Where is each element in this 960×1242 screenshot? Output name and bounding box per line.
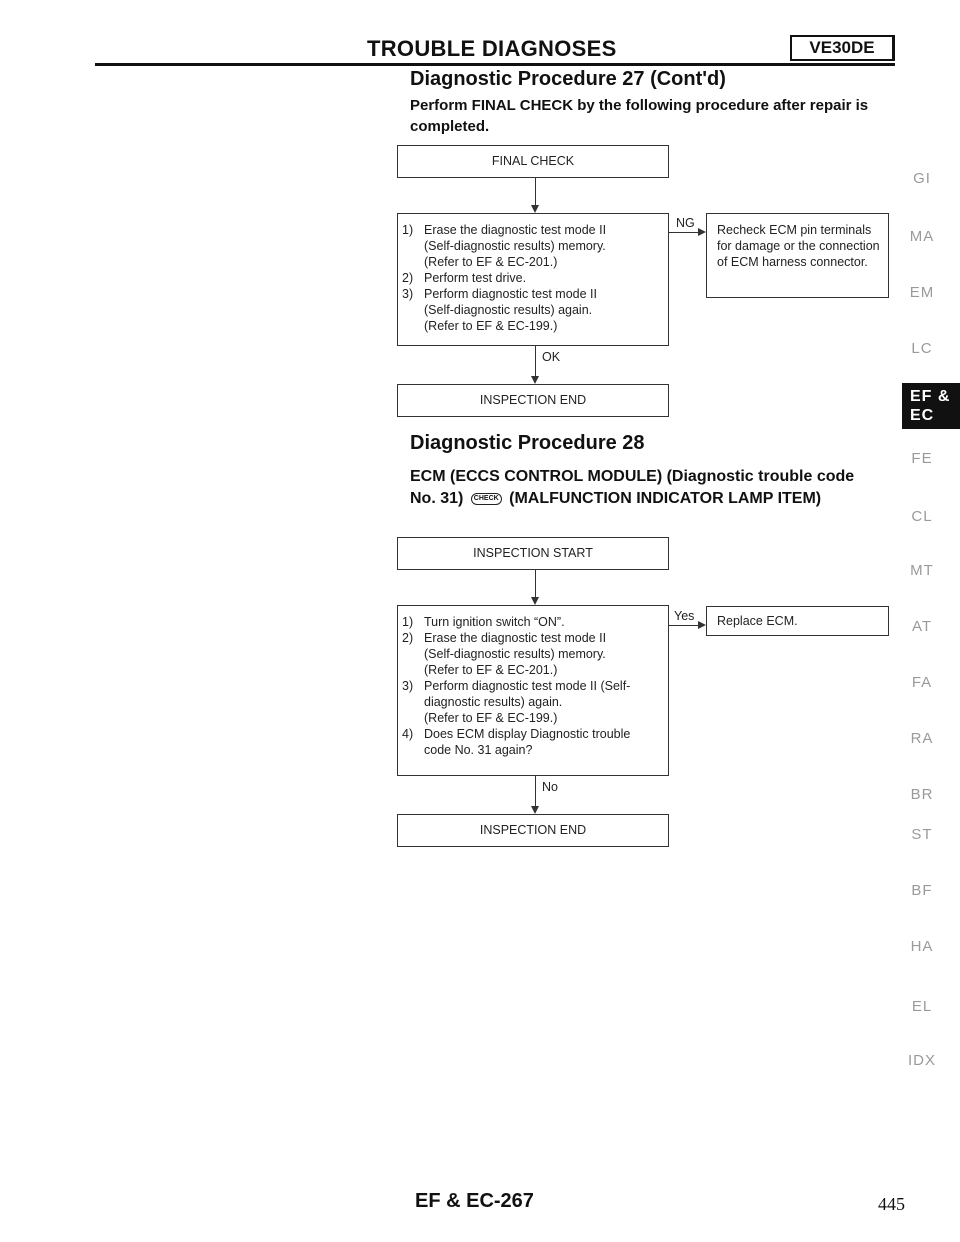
ng-connector xyxy=(669,232,699,233)
step-item xyxy=(402,222,662,270)
step-item xyxy=(402,726,662,758)
procedure-28-steps-box xyxy=(397,605,669,776)
step-text: Does ECM display Diagnostic trouble xyxy=(424,727,631,741)
ng-action-text: Recheck ECM pin terminals for damage or the connection of ECM harness connector. xyxy=(717,223,880,269)
step-number: 3) xyxy=(402,287,414,301)
section-tab-ef-ec[interactable]: EF & EC xyxy=(902,383,960,429)
section-tab-br[interactable]: BR xyxy=(910,786,934,803)
section-tab-gi[interactable]: GI xyxy=(913,170,931,187)
step-text: Perform diagnostic test mode II xyxy=(424,287,597,301)
flow-connector xyxy=(535,178,536,206)
section-tab-fa[interactable]: FA xyxy=(911,674,933,691)
section-tab-ha[interactable]: HA xyxy=(910,938,934,955)
step-line: (Self-diagnostic results) memory. xyxy=(424,239,606,253)
step-line: (Refer to EF & EC-201.) xyxy=(424,663,558,677)
arrow-right-icon xyxy=(698,621,706,629)
step-number: 1) xyxy=(402,615,414,629)
step-line: diagnostic results) again. xyxy=(424,695,563,709)
step-line: (Self-diagnostic results) again. xyxy=(424,303,593,317)
arrow-right-icon xyxy=(698,228,706,236)
step-line xyxy=(402,726,662,742)
inspection-start-box xyxy=(397,537,669,570)
procedure-28-heading-item: (MALFUNCTION INDICATOR LAMP ITEM) xyxy=(509,490,822,507)
check-engine-icon: CHECK xyxy=(471,493,502,505)
step-number: 2) xyxy=(402,271,414,285)
step-text: Perform test drive. xyxy=(424,271,527,285)
ng-label: NG xyxy=(676,216,695,230)
procedure-27-title: Diagnostic Procedure 27 (Cont'd) xyxy=(410,68,726,90)
engine-badge: VE30DE xyxy=(790,35,895,61)
page-header-title: TROUBLE DIAGNOSES xyxy=(367,36,617,61)
final-check-label: FINAL CHECK xyxy=(491,154,575,168)
step-item xyxy=(402,270,662,286)
inspection-end-box-27 xyxy=(397,384,669,417)
page-number: 445 xyxy=(878,1194,905,1214)
step-number: 1) xyxy=(402,223,414,237)
procedure-28-steps xyxy=(398,606,668,758)
step-text: Erase the diagnostic test mode II xyxy=(424,631,607,645)
section-tab-fe[interactable]: FE xyxy=(911,450,933,467)
section-tab-lc[interactable]: LC xyxy=(911,340,933,357)
inspection-end-box-28 xyxy=(397,814,669,847)
step-line xyxy=(402,286,662,302)
section-tab-idx[interactable]: IDX xyxy=(907,1052,936,1069)
procedure-28-heading xyxy=(410,466,880,510)
step-number: 3) xyxy=(402,679,414,693)
step-line xyxy=(402,630,662,646)
arrow-down-icon xyxy=(531,597,539,605)
step-line: (Refer to EF & EC-199.) xyxy=(424,711,558,725)
section-tab-bf[interactable]: BF xyxy=(911,882,933,899)
procedure-27-intro: Perform FINAL CHECK by the following procedure after repair is completed. xyxy=(410,97,869,135)
no-label: No xyxy=(542,780,558,794)
section-tab-em[interactable]: EM xyxy=(909,284,935,301)
step-item xyxy=(402,630,662,678)
step-line: code No. 31 again? xyxy=(424,743,533,757)
arrow-down-icon xyxy=(531,376,539,384)
yes-connector xyxy=(669,625,699,626)
section-tab-ra[interactable]: RA xyxy=(910,730,934,747)
section-tab-el[interactable]: EL xyxy=(911,998,933,1015)
step-text: Erase the diagnostic test mode II xyxy=(424,223,607,237)
step-line xyxy=(402,614,662,630)
arrow-down-icon xyxy=(531,806,539,814)
arrow-down-icon xyxy=(531,205,539,213)
step-line xyxy=(402,270,662,286)
step-line: (Self-diagnostic results) memory. xyxy=(424,647,606,661)
section-tab-cl[interactable]: CL xyxy=(911,508,933,525)
final-check-box xyxy=(397,145,669,178)
step-number: 2) xyxy=(402,631,414,645)
procedure-27-steps xyxy=(398,214,668,334)
yes-action-text: Replace ECM. xyxy=(717,614,798,628)
inspection-start-label: INSPECTION START xyxy=(473,546,593,560)
step-text: Turn ignition switch “ON”. xyxy=(424,615,565,629)
yes-label: Yes xyxy=(674,609,695,623)
step-line xyxy=(402,678,662,694)
section-tab-st[interactable]: ST xyxy=(911,826,933,843)
flow-connector xyxy=(535,346,536,376)
step-item xyxy=(402,678,662,726)
section-page-number: EF & EC-267 xyxy=(415,1190,534,1212)
step-line: (Refer to EF & EC-201.) xyxy=(424,255,558,269)
flow-connector xyxy=(535,570,536,598)
step-number: 4) xyxy=(402,727,414,741)
step-line: (Refer to EF & EC-199.) xyxy=(424,319,558,333)
step-text: Perform diagnostic test mode II (Self- xyxy=(424,679,631,693)
step-line xyxy=(402,222,662,238)
procedure-28-heading-main: ECM (ECCS CONTROL MODULE) (Diagnostic trouble code No. 31) xyxy=(410,468,855,507)
step-item xyxy=(402,286,662,334)
flow-connector xyxy=(535,776,536,806)
procedure-28-title: Diagnostic Procedure 28 xyxy=(410,432,645,454)
procedure-27-steps-box xyxy=(397,213,669,346)
section-tab-at[interactable]: AT xyxy=(911,618,933,635)
inspection-end-label: INSPECTION END xyxy=(479,823,587,837)
yes-action-box xyxy=(706,606,889,636)
section-tab-ma[interactable]: MA xyxy=(909,228,935,245)
step-item xyxy=(402,614,662,630)
section-tab-mt[interactable]: MT xyxy=(910,562,934,579)
header-rule xyxy=(95,63,895,66)
ng-action-box xyxy=(706,213,889,298)
ok-label: OK xyxy=(542,350,561,364)
inspection-end-label: INSPECTION END xyxy=(479,393,587,407)
